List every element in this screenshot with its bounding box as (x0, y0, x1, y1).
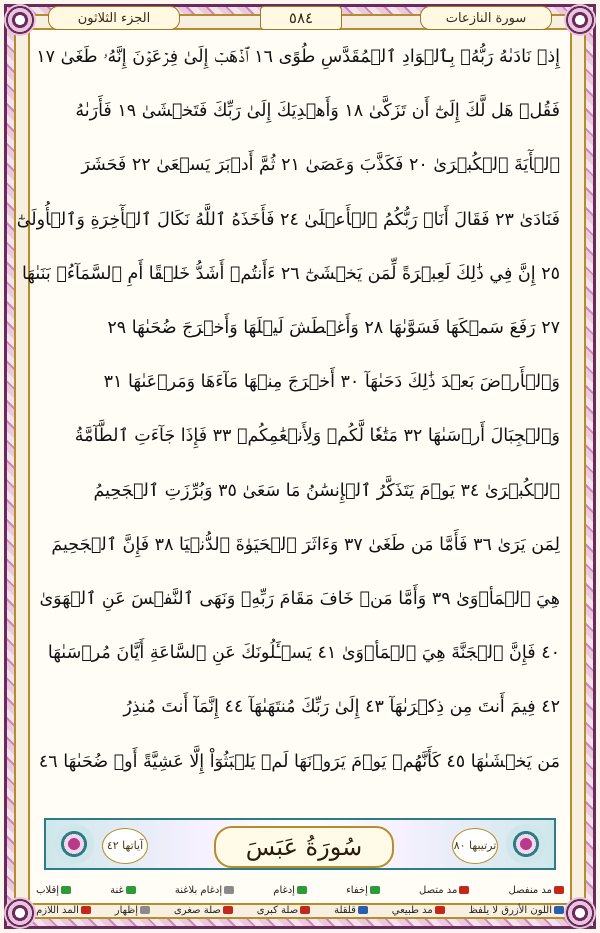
legend-label: المد اللازم (36, 904, 79, 916)
legend-swatch-icon (126, 886, 136, 894)
verse-line: ٤٢ فِيمَ أَنتَ مِن ذِكۡرَىٰهَآ ٤٣ إِلَىٰ رَبِّكَ مُنتَهَىٰهَآ ٤٤ إِنَّمَآ أَنتَ مُنذِرُ (123, 697, 560, 718)
legend-item (419, 885, 469, 896)
legend-row (32, 880, 568, 900)
verse-line: ٱلۡأٓيَةَ ٱلۡكُبۡرَىٰ ٢٠ فَكَذَّبَ وَعَصَىٰ ٢١ ثُمَّ أَدۡبَرَ يَسۡعَىٰ ٢٢ فَحَشَرَ (81, 155, 560, 176)
surah-verse-count: آياتها ٤٢ (102, 828, 148, 864)
page-header (28, 0, 572, 30)
legend-item (509, 885, 564, 896)
legend-item (174, 905, 233, 916)
banner-ornament-icon (54, 824, 94, 864)
legend-item (110, 885, 136, 896)
legend-swatch-icon (81, 906, 91, 914)
legend-label: إقلاب (36, 884, 60, 896)
page-number: ٥٨٤ (260, 6, 342, 30)
verse-line: ٢٧ رَفَعَ سَمۡكَهَا فَسَوَّىٰهَا ٢٨ وَأَغۡطَشَ لَيۡلَهَا وَأَخۡرَجَ ضُحَىٰهَا ٢٩ (107, 318, 560, 338)
legend-item (175, 885, 234, 896)
surah-banner (44, 818, 556, 870)
verse-line: فَقُلۡ هَل لَّكَ إِلَىٰٓ أَن تَزَكَّىٰ ١٨ وَأَهۡدِيَكَ إِلَىٰ رَبِّكَ فَتَخۡشَىٰ ١٩ فَأَرَىٰهُ (75, 101, 560, 122)
legend-row (32, 900, 568, 920)
verse-line: وَٱلۡجِبَالَ أَرۡسَىٰهَا ٣٢ مَتَٰعٗا لَّكُمۡ وَلِأَنۡعَٰمِكُمۡ ٣٣ فَإِذَا جَآءَتِ ٱلطَّآمَّةُ (74, 426, 560, 447)
legend-item (36, 885, 71, 896)
legend-label: مد منفصل (508, 884, 552, 896)
legend-item (257, 905, 310, 916)
legend-swatch-icon (459, 886, 469, 894)
legend-item (392, 905, 445, 916)
legend-label: إخفاء (346, 884, 368, 896)
legend-label: إظهار (114, 904, 139, 916)
surah-order: ترتيبها ٨٠ (452, 828, 498, 864)
legend-label: إدغام بلاغنة (174, 884, 223, 896)
legend-swatch-icon (358, 906, 368, 914)
legend-swatch-icon (61, 886, 71, 894)
legend-swatch-icon (300, 906, 310, 914)
verse-line: ٱلۡكُبۡرَىٰ ٣٤ يَوۡمَ يَتَذَكَّرُ ٱلۡإِنسَٰنُ مَا سَعَىٰ ٣٥ وَبُرِّزَتِ ٱلۡجَحِيمُ (93, 480, 560, 501)
legend-label: صلة صغرى (173, 904, 221, 916)
verse-line: مَن يَخۡشَىٰهَا ٤٥ كَأَنَّهُمۡ يَوۡمَ يَرَوۡنَهَا لَمۡ يَلۡبَثُوٓاْ إِلَّا عَشِيَّةً أَوۡ ضُحَىٰهَا ٤٦ (38, 751, 560, 772)
legend-item (115, 905, 150, 916)
verse-line: فَنَادَىٰ ٢٣ فَقَالَ أَنَا۠ رَبُّكُمُ ٱلۡأَعۡلَىٰ ٢٤ فَأَخَذَهُ ٱللَّهُ نَكَالَ ٱلۡأٓخِرَةِ وَٱلۡأُولَىٰٓ (16, 209, 560, 230)
legend-label: إدغام (273, 884, 295, 896)
surah-title: سُورَةُ عَبَسَ (214, 826, 394, 868)
juz-label: الجزء الثلاثون (48, 6, 180, 30)
banner-ornament-icon (506, 824, 546, 864)
legend-item (36, 905, 91, 916)
legend-swatch-icon (223, 906, 233, 914)
legend-swatch-icon (554, 886, 564, 894)
legend-label: مد متصل (419, 884, 458, 896)
legend-swatch-icon (554, 906, 564, 914)
legend-swatch-icon (370, 886, 380, 894)
legend-item (334, 905, 368, 916)
legend-item (469, 905, 564, 916)
corner-ornament-icon (564, 897, 596, 929)
legend-item (346, 885, 380, 896)
legend-swatch-icon (435, 906, 445, 914)
legend-swatch-icon (297, 886, 307, 894)
legend-swatch-icon (224, 886, 234, 894)
verse-line: لِمَن يَرَىٰ ٣٦ فَأَمَّا مَن طَغَىٰ ٣٧ وَءَاثَرَ ٱلۡحَيَوٰةَ ٱلدُّنۡيَا ٣٨ فَإِنَّ ٱلۡجَحِيمَ (51, 534, 560, 555)
legend-label: اللون الأزرق لا يلفظ (468, 904, 552, 916)
legend-label: مد طبيعي (391, 904, 433, 916)
verse-line: ٢٥ إِنَّ فِي ذَٰلِكَ لَعِبۡرَةً لِّمَن يَخۡشَىٰٓ ٢٦ ءَأَنتُمۡ أَشَدُّ خَلۡقًا أَمِ ٱلسَّمَآءُۚ بَنَىٰهَا (21, 263, 560, 284)
verse-line: إِذۡ نَادَىٰهُ رَبُّهُۥ بِٱلۡوَادِ ٱلۡمُقَدَّسِ طُوًى ١٦ ٱذۡهَبۡ إِلَىٰ فِرۡعَوۡنَ إِنَّهُۥ طَغَىٰ ١٧ (36, 47, 560, 67)
legend-label: قلقلة (334, 904, 356, 916)
verse-line: هِيَ ٱلۡمَأۡوَىٰ ٣٩ وَأَمَّا مَنۡ خَافَ مَقَامَ رَبِّهِۦ وَنَهَى ٱلنَّفۡسَ عَنِ ٱلۡهَوَىٰ (39, 589, 560, 609)
legend-swatch-icon (140, 906, 150, 914)
surah-label: سورة النازعات (420, 6, 552, 30)
verse-line: وَٱلۡأَرۡضَ بَعۡدَ ذَٰلِكَ دَحَىٰهَآ ٣٠ أَخۡرَجَ مِنۡهَا مَآءَهَا وَمَرۡعَىٰهَا ٣١ (103, 372, 560, 393)
legend-item (273, 885, 307, 896)
legend-label: صلة كبرى (256, 904, 299, 916)
legend-label: غنة (110, 884, 124, 896)
verse-line: ٤٠ فَإِنَّ ٱلۡجَنَّةَ هِيَ ٱلۡمَأۡوَىٰ ٤١ يَسۡـَٔلُونَكَ عَنِ ٱلسَّاعَةِ أَيَّانَ مُرۡسَىٰهَا (47, 643, 560, 664)
tajweed-legend (32, 880, 568, 924)
